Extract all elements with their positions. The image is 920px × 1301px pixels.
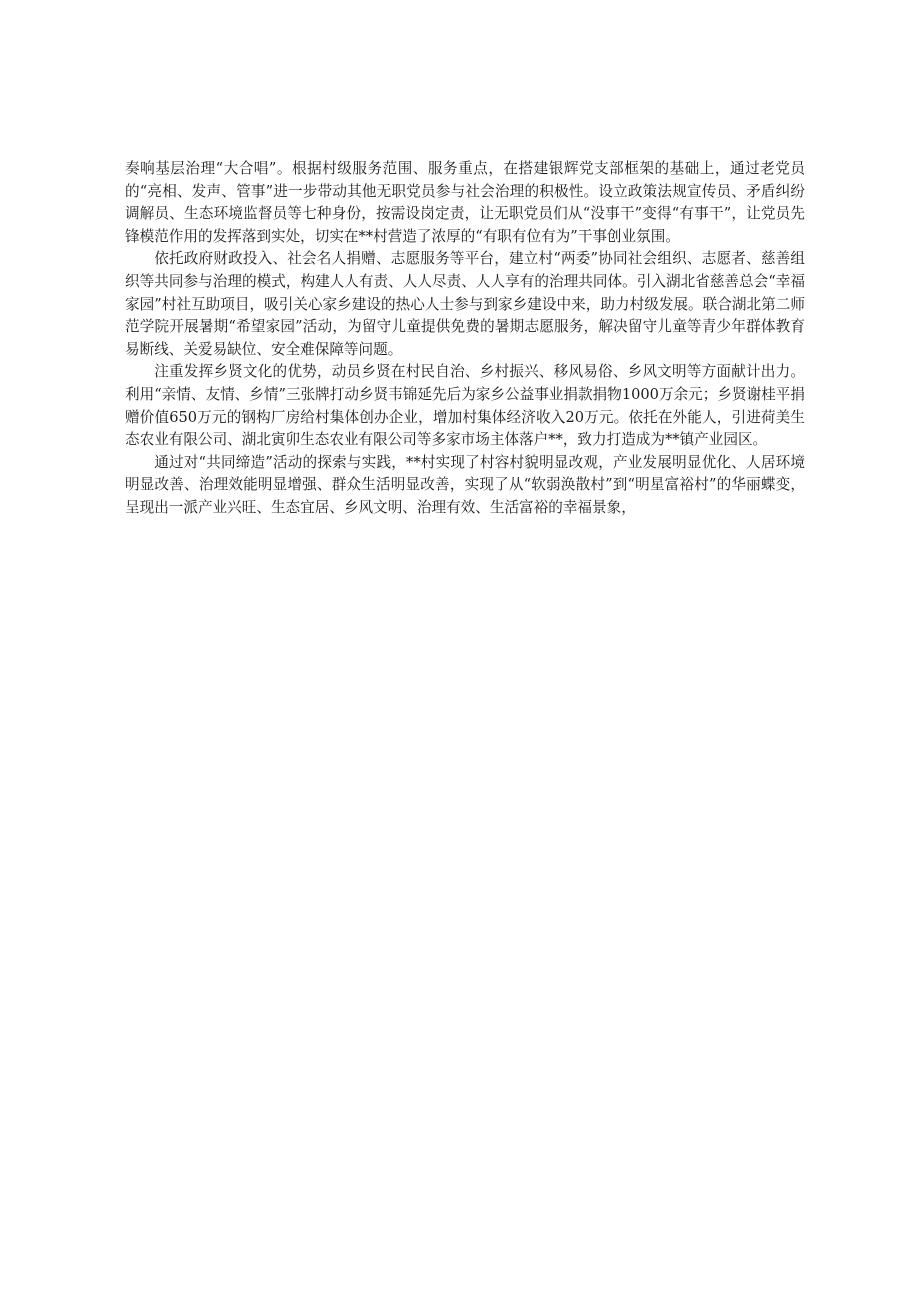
paragraph-1: 奏响基层治理“大合唱”。根据村级服务范围、服务重点，在搭建银辉党支部框架的基础上，通过老党员的“亮相、发声、管事”进一步带动其他无职党员参与社会治理的积极性。设立政策法规宣传员、矛盾纠纷调解员、生态环境监督员等七种身份，按需设岗定责，让无职党员们从“没事干”变得“有事干”，让党员先锋模范作用的发挥落到实处，切实在**村营造了浓厚的“有职有位有为”干事创业氛围。: [125, 160, 805, 245]
paragraph-3: 注重发挥乡贤文化的优势，动员乡贤在村民自治、乡村振兴、移风易俗、乡风文明等方面献计出力。利用“亲情、友情、乡情”三张牌打动乡贤韦锦延先后为家乡公益事业捐款捐物1000万余元；乡贤谢桂平捐赠价值650万元的钢构厂房给村集体创办企业，增加村集体经济收入20万元。依托在外能人，引进荷美生态农业有限公司、湖北寅卯生态农业有限公司等多家市场主体落户**，致力打造成为**镇产业园区。: [125, 363, 805, 449]
paragraph-2: 依托政府财政投入、社会名人捐赠、志愿服务等平台，建立村“两委”协同社会组织、志愿者、慈善组织等共同参与治理的模式，构建人人有责、人人尽责、人人享有的治理共同体。引入湖北省慈善总会“幸福家园”村社互助项目，吸引关心家乡建设的热心人士参与到家乡建设中来，助力村级发展。联合湖北第二师范学院开展暑期“希望家园”活动，为留守儿童提供免费的暑期志愿服务，解决留守儿童等青少年群体教育易断线、关爱易缺位、安全难保障等问题。: [125, 250, 805, 358]
paragraph-4: 通过对“共同缔造”活动的探索与实践，**村实现了村容村貌明显改观，产业发展明显优化、人居环境明显改善、治理效能明显增强、群众生活明显改善，实现了从“软弱涣散村”到“明星富裕村”的华丽蝶变，呈现出一派产业兴旺、生态宜居、乡风文明、治理有效、生活富裕的幸福景象，: [125, 453, 805, 516]
document-body: [125, 158, 805, 520]
